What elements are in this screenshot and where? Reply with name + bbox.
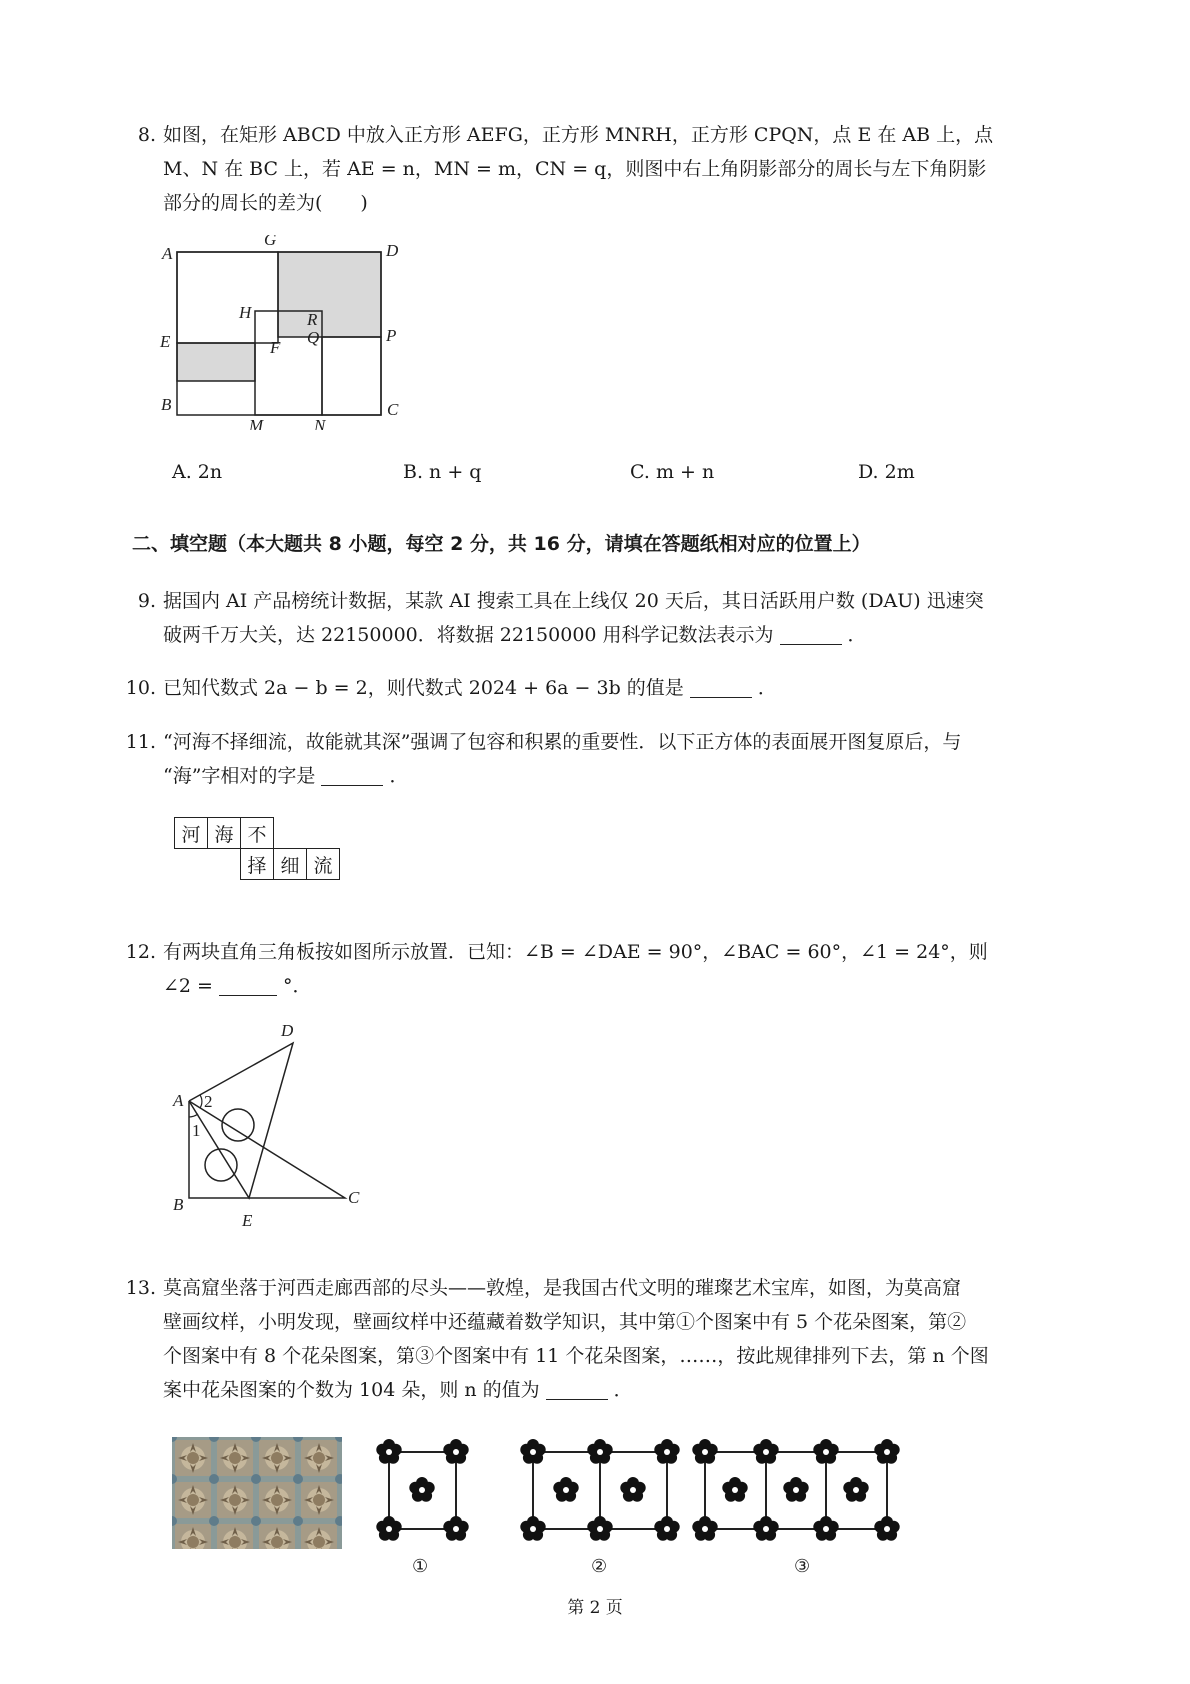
shade-bottom-left — [177, 343, 255, 381]
q11-line2-end: ． — [389, 765, 409, 787]
q10-line — [163, 672, 777, 704]
q9-line2 — [163, 619, 867, 651]
label-N: N — [314, 416, 326, 430]
net-cell: 不 — [241, 818, 274, 849]
q9-number: 9. — [137, 590, 156, 612]
q10-text: 已知代数式 2a − b = 2，则代数式 2024 + 6a − 3b 的值是 — [163, 677, 684, 699]
q12-line2-text: ∠2 = — [163, 975, 213, 997]
triangle-abc — [189, 1101, 345, 1198]
q8-rectangle-figure — [150, 235, 440, 430]
label-E: E — [160, 332, 171, 351]
q10-answer-blank — [690, 677, 752, 698]
q13-line3: 个图案中有 8 个花朵图案，第③个图案中有 11 个花朵图案，……，按此规律排列下去，第 n 个图 — [163, 1345, 989, 1367]
q12-line2-end: °． — [282, 975, 312, 997]
net-cell: 流 — [307, 849, 340, 880]
net-cell: 细 — [274, 849, 307, 880]
q9-line2-text: 破两千万大关，达 22150000．将数据 22150000 用科学记数法表示为 — [163, 624, 774, 646]
q13-number: 13. — [125, 1277, 156, 1299]
label-M: M — [249, 416, 264, 430]
label-H: H — [239, 303, 252, 322]
q13-line1: 莫高窟坐落于河西走廊西部的尽头——敦煌，是我国古代文明的璀璨艺术宝库，如图，为莫高窟 — [163, 1277, 962, 1299]
q8-option-c: C. m + n — [630, 461, 715, 483]
pattern-label-1: ① — [412, 1556, 429, 1577]
q13-line4-end: ． — [613, 1379, 633, 1401]
q8-number: 8. — [137, 124, 156, 146]
q11-line2-text: “海”字相对的字是 — [163, 765, 316, 787]
label-A: A — [162, 244, 173, 263]
label-angle-1: 1 — [192, 1121, 201, 1140]
cube-net — [174, 817, 340, 880]
pattern-3 — [692, 1439, 899, 1541]
q10-end: ． — [757, 677, 777, 699]
label-Q: Q — [307, 328, 320, 347]
pattern-2 — [520, 1439, 679, 1541]
mural-photo — [172, 1437, 342, 1549]
net-cell: 海 — [208, 818, 241, 849]
label-D: D — [281, 1021, 294, 1040]
q8-option-a: A. 2n — [172, 461, 223, 483]
label-A: A — [173, 1091, 184, 1110]
q8-option-b: B. n + q — [403, 461, 482, 483]
label-R: R — [307, 310, 318, 329]
label-P: P — [386, 326, 397, 345]
label-E: E — [242, 1211, 253, 1230]
triangle-ade — [189, 1043, 293, 1198]
angle-arc-1 — [189, 1114, 198, 1117]
q11-line1: “河海不择细流，故能就其深”强调了包容和积累的重要性．以下正方体的表面展开图复原后，与 — [163, 731, 962, 753]
net-cell: 择 — [241, 849, 274, 880]
q13-line4-text: 案中花朵图案的个数为 104 朵，则 n 的值为 — [163, 1379, 540, 1401]
q9-answer-blank — [780, 624, 842, 645]
flower-patterns — [365, 1432, 925, 1582]
q13-line2: 壁画纹样，小明发现，壁画纹样中还蕴藏着数学知识，其中第①个图案中有 5 个花朵图案，第② — [163, 1311, 967, 1333]
q13-line4 — [163, 1374, 633, 1406]
net-cell: 河 — [175, 818, 208, 849]
q12-line1: 有两块直角三角板按如图所示放置．已知：∠B = ∠DAE = 90°，∠BAC = 60°，∠1 = 24°，则 — [163, 941, 988, 963]
q9-line1: 据国内 AI 产品榜统计数据，某款 AI 搜索工具在上线仅 20 天后，其日活跃用户数 (DAU) 迅速突 — [163, 590, 984, 612]
q8-option-d: D. 2m — [858, 461, 915, 483]
q8-line1: 如图，在矩形 ABCD 中放入正方形 AEFG，正方形 MNRH，正方形 CPQN，点 E 在 AB 上，点 — [163, 124, 994, 146]
label-C: C — [387, 400, 399, 419]
q12-answer-blank — [219, 975, 277, 996]
pattern-label-3: ③ — [794, 1556, 811, 1577]
label-B: B — [173, 1195, 184, 1214]
label-F: F — [270, 338, 281, 357]
square-cpqn — [322, 337, 381, 415]
label-D: D — [386, 241, 399, 260]
q11-answer-blank — [321, 765, 383, 786]
q12-number: 12. — [125, 941, 156, 963]
q8-line2: M、N 在 BC 上，若 AE = n，MN = m，CN = q，则图中右上角阴影部分的周长与左下角阴影 — [163, 158, 987, 180]
section-heading: 二、填空题（本大题共 8 小题，每空 2 分，共 16 分，请填在答题纸相对应的位置上） — [132, 533, 871, 555]
q9-line2-end: ． — [847, 624, 867, 646]
q11-number: 11. — [125, 731, 156, 753]
label-B: B — [161, 395, 172, 414]
angle-arc-2 — [200, 1095, 202, 1108]
q8-line3: 部分的周长的差为( ) — [163, 192, 368, 214]
q12-triangle-figure — [160, 1018, 370, 1238]
page-number: 第 2 页 — [567, 1598, 623, 1618]
label-angle-2: 2 — [204, 1092, 213, 1111]
q10-number: 10. — [125, 677, 156, 699]
q11-line2 — [163, 760, 408, 792]
label-C: C — [348, 1188, 360, 1207]
square-aefg — [177, 252, 278, 343]
label-G: G — [264, 235, 277, 249]
pattern-1 — [376, 1439, 468, 1541]
q12-line2 — [163, 970, 311, 1002]
shade-top-right — [278, 252, 381, 337]
pattern-label-2: ② — [591, 1556, 608, 1577]
q13-answer-blank — [546, 1379, 608, 1400]
